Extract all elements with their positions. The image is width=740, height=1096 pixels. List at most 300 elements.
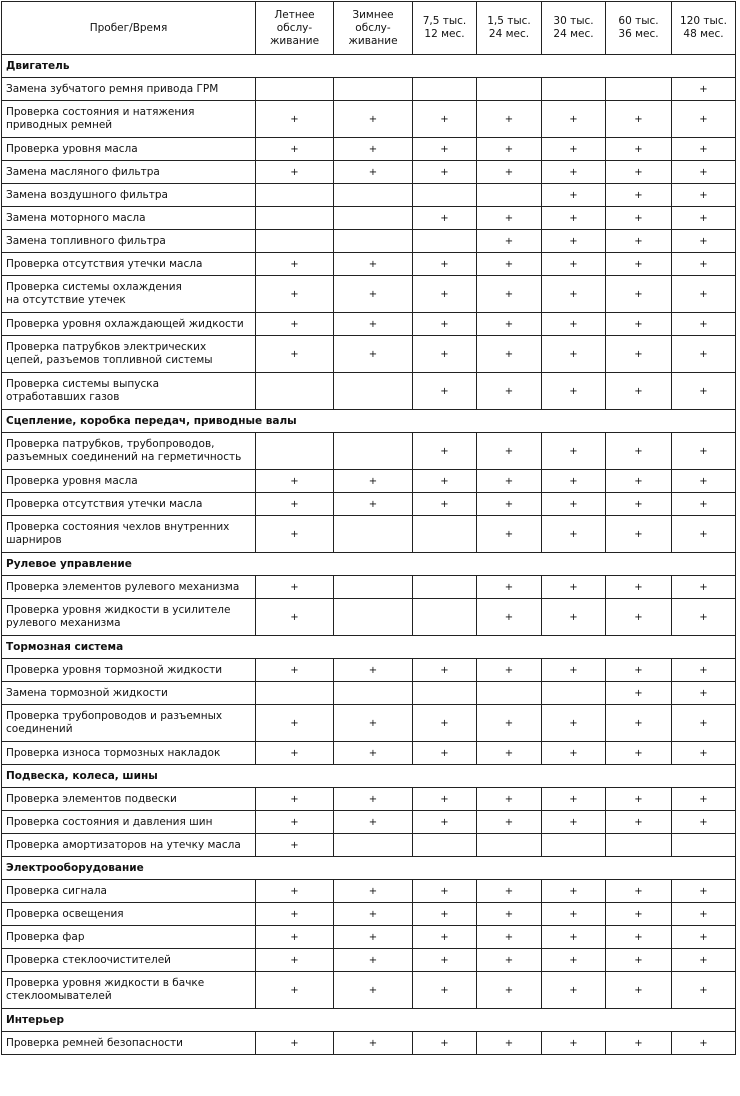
row-label: Проверка состояния чехлов внутренних шарниров bbox=[2, 516, 256, 553]
check-mark-cell: + bbox=[477, 373, 542, 410]
check-mark-cell: + bbox=[542, 926, 606, 949]
check-mark-cell: + bbox=[672, 659, 736, 682]
check-mark-cell: + bbox=[672, 705, 736, 742]
check-mark-cell: + bbox=[413, 313, 477, 336]
empty-cell bbox=[334, 78, 413, 101]
check-mark-cell: + bbox=[672, 138, 736, 161]
empty-cell bbox=[413, 184, 477, 207]
empty-cell bbox=[413, 78, 477, 101]
check-mark-cell: + bbox=[256, 903, 334, 926]
check-mark-cell: + bbox=[606, 516, 672, 553]
check-mark-cell: + bbox=[256, 599, 334, 636]
check-mark-cell: + bbox=[606, 253, 672, 276]
check-mark-cell: + bbox=[606, 659, 672, 682]
empty-cell bbox=[334, 433, 413, 470]
check-mark-cell: + bbox=[606, 972, 672, 1009]
check-mark-cell: + bbox=[672, 101, 736, 138]
row-label: Проверка уровня жидкости в усилителе рулевого механизма bbox=[2, 599, 256, 636]
table-row bbox=[2, 949, 736, 972]
row-label: Проверка уровня тормозной жидкости bbox=[2, 659, 256, 682]
check-mark-cell: + bbox=[542, 470, 606, 493]
check-mark-cell: + bbox=[672, 433, 736, 470]
check-mark-cell: + bbox=[542, 433, 606, 470]
check-mark-cell: + bbox=[672, 880, 736, 903]
row-label: Проверка состояния и натяжения приводных ремней bbox=[2, 101, 256, 138]
table-row bbox=[2, 742, 736, 765]
row-label: Проверка сигнала bbox=[2, 880, 256, 903]
check-mark-cell: + bbox=[334, 949, 413, 972]
empty-cell bbox=[542, 78, 606, 101]
check-mark-cell: + bbox=[542, 184, 606, 207]
check-mark-cell: + bbox=[477, 1032, 542, 1055]
check-mark-cell: + bbox=[672, 599, 736, 636]
check-mark-cell: + bbox=[413, 207, 477, 230]
table-row bbox=[2, 336, 736, 373]
header-row bbox=[2, 2, 736, 55]
check-mark-cell: + bbox=[477, 811, 542, 834]
check-mark-cell: + bbox=[413, 972, 477, 1009]
section-row bbox=[2, 410, 736, 433]
check-mark-cell: + bbox=[334, 742, 413, 765]
check-mark-cell: + bbox=[256, 659, 334, 682]
empty-cell bbox=[256, 230, 334, 253]
check-mark-cell: + bbox=[477, 705, 542, 742]
check-mark-cell: + bbox=[542, 903, 606, 926]
check-mark-cell: + bbox=[542, 373, 606, 410]
row-label: Проверка системы охлаждения на отсутствие утечек bbox=[2, 276, 256, 313]
check-mark-cell: + bbox=[256, 493, 334, 516]
check-mark-cell: + bbox=[256, 705, 334, 742]
check-mark-cell: + bbox=[672, 949, 736, 972]
table-row bbox=[2, 78, 736, 101]
check-mark-cell: + bbox=[672, 516, 736, 553]
row-label: Проверка состояния и давления шин bbox=[2, 811, 256, 834]
empty-cell bbox=[334, 599, 413, 636]
check-mark-cell: + bbox=[672, 972, 736, 1009]
check-mark-cell: + bbox=[606, 576, 672, 599]
check-mark-cell: + bbox=[606, 788, 672, 811]
check-mark-cell: + bbox=[477, 788, 542, 811]
check-mark-cell: + bbox=[606, 138, 672, 161]
empty-cell bbox=[672, 834, 736, 857]
row-label: Проверка износа тормозных накладок bbox=[2, 742, 256, 765]
check-mark-cell: + bbox=[334, 1032, 413, 1055]
check-mark-cell: + bbox=[413, 1032, 477, 1055]
section-row bbox=[2, 553, 736, 576]
check-mark-cell: + bbox=[606, 599, 672, 636]
check-mark-cell: + bbox=[477, 926, 542, 949]
section-title: Интерьер bbox=[2, 1009, 736, 1032]
table-row bbox=[2, 101, 736, 138]
check-mark-cell: + bbox=[256, 161, 334, 184]
check-mark-cell: + bbox=[672, 926, 736, 949]
check-mark-cell: + bbox=[672, 682, 736, 705]
row-label: Проверка фар bbox=[2, 926, 256, 949]
empty-cell bbox=[477, 682, 542, 705]
table-row bbox=[2, 433, 736, 470]
header-column: 1,5 тыс. 24 мес. bbox=[477, 2, 542, 55]
empty-cell bbox=[256, 78, 334, 101]
empty-cell bbox=[334, 516, 413, 553]
check-mark-cell: + bbox=[413, 276, 477, 313]
table-row bbox=[2, 972, 736, 1009]
empty-cell bbox=[334, 834, 413, 857]
check-mark-cell: + bbox=[542, 101, 606, 138]
header-column: Зимнее обслу- живание bbox=[334, 2, 413, 55]
check-mark-cell: + bbox=[542, 207, 606, 230]
empty-cell bbox=[256, 184, 334, 207]
check-mark-cell: + bbox=[542, 576, 606, 599]
check-mark-cell: + bbox=[672, 788, 736, 811]
check-mark-cell: + bbox=[413, 493, 477, 516]
check-mark-cell: + bbox=[672, 1032, 736, 1055]
check-mark-cell: + bbox=[256, 1032, 334, 1055]
check-mark-cell: + bbox=[413, 742, 477, 765]
check-mark-cell: + bbox=[413, 253, 477, 276]
check-mark-cell: + bbox=[606, 161, 672, 184]
check-mark-cell: + bbox=[542, 516, 606, 553]
empty-cell bbox=[477, 184, 542, 207]
check-mark-cell: + bbox=[606, 184, 672, 207]
check-mark-cell: + bbox=[334, 788, 413, 811]
check-mark-cell: + bbox=[542, 336, 606, 373]
check-mark-cell: + bbox=[256, 949, 334, 972]
section-row bbox=[2, 1009, 736, 1032]
check-mark-cell: + bbox=[477, 253, 542, 276]
check-mark-cell: + bbox=[413, 949, 477, 972]
section-title: Электрооборудование bbox=[2, 857, 736, 880]
section-title: Подвеска, колеса, шины bbox=[2, 765, 736, 788]
empty-cell bbox=[334, 230, 413, 253]
table-row bbox=[2, 705, 736, 742]
check-mark-cell: + bbox=[606, 682, 672, 705]
header-label: Пробег/Время bbox=[2, 2, 256, 55]
check-mark-cell: + bbox=[606, 926, 672, 949]
table-row bbox=[2, 659, 736, 682]
check-mark-cell: + bbox=[606, 903, 672, 926]
check-mark-cell: + bbox=[542, 313, 606, 336]
check-mark-cell: + bbox=[413, 101, 477, 138]
check-mark-cell: + bbox=[542, 880, 606, 903]
check-mark-cell: + bbox=[606, 276, 672, 313]
row-label: Проверка освещения bbox=[2, 903, 256, 926]
empty-cell bbox=[334, 207, 413, 230]
check-mark-cell: + bbox=[672, 811, 736, 834]
row-label: Замена топливного фильтра bbox=[2, 230, 256, 253]
table-row bbox=[2, 230, 736, 253]
check-mark-cell: + bbox=[542, 161, 606, 184]
check-mark-cell: + bbox=[256, 926, 334, 949]
check-mark-cell: + bbox=[334, 336, 413, 373]
check-mark-cell: + bbox=[256, 101, 334, 138]
check-mark-cell: + bbox=[334, 705, 413, 742]
table-row bbox=[2, 276, 736, 313]
row-label: Проверка патрубков электрических цепей, разъемов топливной системы bbox=[2, 336, 256, 373]
check-mark-cell: + bbox=[256, 576, 334, 599]
check-mark-cell: + bbox=[477, 742, 542, 765]
table-row bbox=[2, 926, 736, 949]
check-mark-cell: + bbox=[542, 705, 606, 742]
row-label: Проверка ремней безопасности bbox=[2, 1032, 256, 1055]
check-mark-cell: + bbox=[606, 493, 672, 516]
check-mark-cell: + bbox=[542, 659, 606, 682]
check-mark-cell: + bbox=[672, 276, 736, 313]
row-label: Проверка уровня масла bbox=[2, 470, 256, 493]
section-title: Сцепление, коробка передач, приводные валы bbox=[2, 410, 736, 433]
check-mark-cell: + bbox=[477, 949, 542, 972]
check-mark-cell: + bbox=[334, 470, 413, 493]
empty-cell bbox=[256, 433, 334, 470]
table-body bbox=[2, 55, 736, 1055]
check-mark-cell: + bbox=[256, 742, 334, 765]
check-mark-cell: + bbox=[413, 470, 477, 493]
empty-cell bbox=[334, 184, 413, 207]
table-row bbox=[2, 1032, 736, 1055]
empty-cell bbox=[477, 78, 542, 101]
check-mark-cell: + bbox=[606, 101, 672, 138]
row-label: Проверка уровня масла bbox=[2, 138, 256, 161]
check-mark-cell: + bbox=[672, 253, 736, 276]
check-mark-cell: + bbox=[477, 903, 542, 926]
check-mark-cell: + bbox=[477, 101, 542, 138]
section-title: Двигатель bbox=[2, 55, 736, 78]
check-mark-cell: + bbox=[606, 949, 672, 972]
check-mark-cell: + bbox=[606, 811, 672, 834]
check-mark-cell: + bbox=[256, 972, 334, 1009]
check-mark-cell: + bbox=[413, 811, 477, 834]
check-mark-cell: + bbox=[334, 811, 413, 834]
check-mark-cell: + bbox=[606, 336, 672, 373]
table-row bbox=[2, 811, 736, 834]
check-mark-cell: + bbox=[413, 659, 477, 682]
check-mark-cell: + bbox=[606, 230, 672, 253]
check-mark-cell: + bbox=[542, 230, 606, 253]
empty-cell bbox=[413, 230, 477, 253]
check-mark-cell: + bbox=[477, 599, 542, 636]
row-label: Замена моторного масла bbox=[2, 207, 256, 230]
table-row bbox=[2, 903, 736, 926]
section-title: Рулевое управление bbox=[2, 553, 736, 576]
empty-cell bbox=[606, 834, 672, 857]
check-mark-cell: + bbox=[334, 253, 413, 276]
check-mark-cell: + bbox=[672, 336, 736, 373]
check-mark-cell: + bbox=[334, 659, 413, 682]
check-mark-cell: + bbox=[542, 1032, 606, 1055]
section-row bbox=[2, 55, 736, 78]
section-title: Тормозная система bbox=[2, 636, 736, 659]
check-mark-cell: + bbox=[334, 276, 413, 313]
row-label: Проверка уровня охлаждающей жидкости bbox=[2, 313, 256, 336]
check-mark-cell: + bbox=[477, 659, 542, 682]
check-mark-cell: + bbox=[606, 313, 672, 336]
table-row bbox=[2, 253, 736, 276]
header-column: 30 тыс. 24 мес. bbox=[542, 2, 606, 55]
check-mark-cell: + bbox=[606, 470, 672, 493]
section-row bbox=[2, 765, 736, 788]
row-label: Проверка отсутствия утечки масла bbox=[2, 253, 256, 276]
check-mark-cell: + bbox=[477, 493, 542, 516]
row-label: Проверка трубопроводов и разъемных соединений bbox=[2, 705, 256, 742]
check-mark-cell: + bbox=[334, 313, 413, 336]
empty-cell bbox=[413, 682, 477, 705]
empty-cell bbox=[334, 682, 413, 705]
check-mark-cell: + bbox=[477, 880, 542, 903]
table-row bbox=[2, 880, 736, 903]
check-mark-cell: + bbox=[477, 336, 542, 373]
empty-cell bbox=[542, 834, 606, 857]
check-mark-cell: + bbox=[256, 834, 334, 857]
header-column: Летнее обслу- живание bbox=[256, 2, 334, 55]
empty-cell bbox=[256, 207, 334, 230]
check-mark-cell: + bbox=[256, 516, 334, 553]
check-mark-cell: + bbox=[477, 972, 542, 1009]
check-mark-cell: + bbox=[413, 433, 477, 470]
check-mark-cell: + bbox=[606, 880, 672, 903]
check-mark-cell: + bbox=[672, 470, 736, 493]
check-mark-cell: + bbox=[334, 880, 413, 903]
header-column: 120 тыс. 48 мес. bbox=[672, 2, 736, 55]
empty-cell bbox=[256, 682, 334, 705]
check-mark-cell: + bbox=[672, 207, 736, 230]
check-mark-cell: + bbox=[256, 470, 334, 493]
table-row bbox=[2, 313, 736, 336]
check-mark-cell: + bbox=[672, 313, 736, 336]
check-mark-cell: + bbox=[477, 516, 542, 553]
header-column: 60 тыс. 36 мес. bbox=[606, 2, 672, 55]
check-mark-cell: + bbox=[542, 599, 606, 636]
check-mark-cell: + bbox=[672, 230, 736, 253]
row-label: Замена масляного фильтра bbox=[2, 161, 256, 184]
table-row bbox=[2, 788, 736, 811]
check-mark-cell: + bbox=[413, 903, 477, 926]
row-label: Проверка элементов подвески bbox=[2, 788, 256, 811]
row-label: Проверка элементов рулевого механизма bbox=[2, 576, 256, 599]
check-mark-cell: + bbox=[542, 493, 606, 516]
row-label: Замена зубчатого ремня привода ГРМ bbox=[2, 78, 256, 101]
check-mark-cell: + bbox=[606, 705, 672, 742]
table-row bbox=[2, 834, 736, 857]
check-mark-cell: + bbox=[256, 336, 334, 373]
check-mark-cell: + bbox=[606, 207, 672, 230]
maintenance-table bbox=[1, 1, 736, 1055]
check-mark-cell: + bbox=[672, 576, 736, 599]
row-label: Проверка отсутствия утечки масла bbox=[2, 493, 256, 516]
empty-cell bbox=[413, 599, 477, 636]
check-mark-cell: + bbox=[542, 276, 606, 313]
check-mark-cell: + bbox=[542, 972, 606, 1009]
check-mark-cell: + bbox=[477, 138, 542, 161]
check-mark-cell: + bbox=[672, 373, 736, 410]
empty-cell bbox=[334, 373, 413, 410]
check-mark-cell: + bbox=[477, 433, 542, 470]
empty-cell bbox=[413, 834, 477, 857]
empty-cell bbox=[334, 576, 413, 599]
check-mark-cell: + bbox=[542, 811, 606, 834]
section-row bbox=[2, 857, 736, 880]
check-mark-cell: + bbox=[334, 101, 413, 138]
check-mark-cell: + bbox=[542, 253, 606, 276]
check-mark-cell: + bbox=[256, 138, 334, 161]
empty-cell bbox=[477, 834, 542, 857]
check-mark-cell: + bbox=[413, 788, 477, 811]
table-row bbox=[2, 373, 736, 410]
check-mark-cell: + bbox=[672, 493, 736, 516]
check-mark-cell: + bbox=[413, 926, 477, 949]
check-mark-cell: + bbox=[334, 926, 413, 949]
check-mark-cell: + bbox=[606, 433, 672, 470]
check-mark-cell: + bbox=[334, 161, 413, 184]
check-mark-cell: + bbox=[542, 138, 606, 161]
check-mark-cell: + bbox=[477, 313, 542, 336]
check-mark-cell: + bbox=[334, 138, 413, 161]
check-mark-cell: + bbox=[542, 949, 606, 972]
table-row bbox=[2, 493, 736, 516]
check-mark-cell: + bbox=[606, 373, 672, 410]
check-mark-cell: + bbox=[256, 253, 334, 276]
check-mark-cell: + bbox=[477, 161, 542, 184]
check-mark-cell: + bbox=[413, 336, 477, 373]
header-column: 7,5 тыс. 12 мес. bbox=[413, 2, 477, 55]
row-label: Проверка амортизаторов на утечку масла bbox=[2, 834, 256, 857]
check-mark-cell: + bbox=[606, 742, 672, 765]
check-mark-cell: + bbox=[542, 742, 606, 765]
row-label: Проверка уровня жидкости в бачке стеклоомывателей bbox=[2, 972, 256, 1009]
check-mark-cell: + bbox=[413, 138, 477, 161]
check-mark-cell: + bbox=[256, 313, 334, 336]
row-label: Проверка стеклоочистителей bbox=[2, 949, 256, 972]
check-mark-cell: + bbox=[256, 276, 334, 313]
table-row bbox=[2, 470, 736, 493]
check-mark-cell: + bbox=[256, 811, 334, 834]
check-mark-cell: + bbox=[672, 161, 736, 184]
check-mark-cell: + bbox=[672, 742, 736, 765]
table-row bbox=[2, 184, 736, 207]
check-mark-cell: + bbox=[477, 470, 542, 493]
check-mark-cell: + bbox=[477, 576, 542, 599]
check-mark-cell: + bbox=[334, 903, 413, 926]
empty-cell bbox=[413, 576, 477, 599]
empty-cell bbox=[256, 373, 334, 410]
section-row bbox=[2, 636, 736, 659]
check-mark-cell: + bbox=[334, 972, 413, 1009]
table-row bbox=[2, 516, 736, 553]
empty-cell bbox=[606, 78, 672, 101]
check-mark-cell: + bbox=[477, 276, 542, 313]
row-label: Проверка патрубков, трубопроводов, разъемных соединений на герметичность bbox=[2, 433, 256, 470]
check-mark-cell: + bbox=[413, 161, 477, 184]
table-row bbox=[2, 161, 736, 184]
check-mark-cell: + bbox=[542, 788, 606, 811]
check-mark-cell: + bbox=[413, 373, 477, 410]
check-mark-cell: + bbox=[256, 880, 334, 903]
empty-cell bbox=[542, 682, 606, 705]
check-mark-cell: + bbox=[256, 788, 334, 811]
check-mark-cell: + bbox=[477, 230, 542, 253]
row-label: Проверка системы выпуска отработавших газов bbox=[2, 373, 256, 410]
check-mark-cell: + bbox=[672, 903, 736, 926]
check-mark-cell: + bbox=[413, 705, 477, 742]
check-mark-cell: + bbox=[606, 1032, 672, 1055]
row-label: Замена тормозной жидкости bbox=[2, 682, 256, 705]
table-row bbox=[2, 682, 736, 705]
table-row bbox=[2, 207, 736, 230]
check-mark-cell: + bbox=[672, 78, 736, 101]
table-row bbox=[2, 576, 736, 599]
check-mark-cell: + bbox=[334, 493, 413, 516]
table-row bbox=[2, 599, 736, 636]
check-mark-cell: + bbox=[477, 207, 542, 230]
empty-cell bbox=[413, 516, 477, 553]
